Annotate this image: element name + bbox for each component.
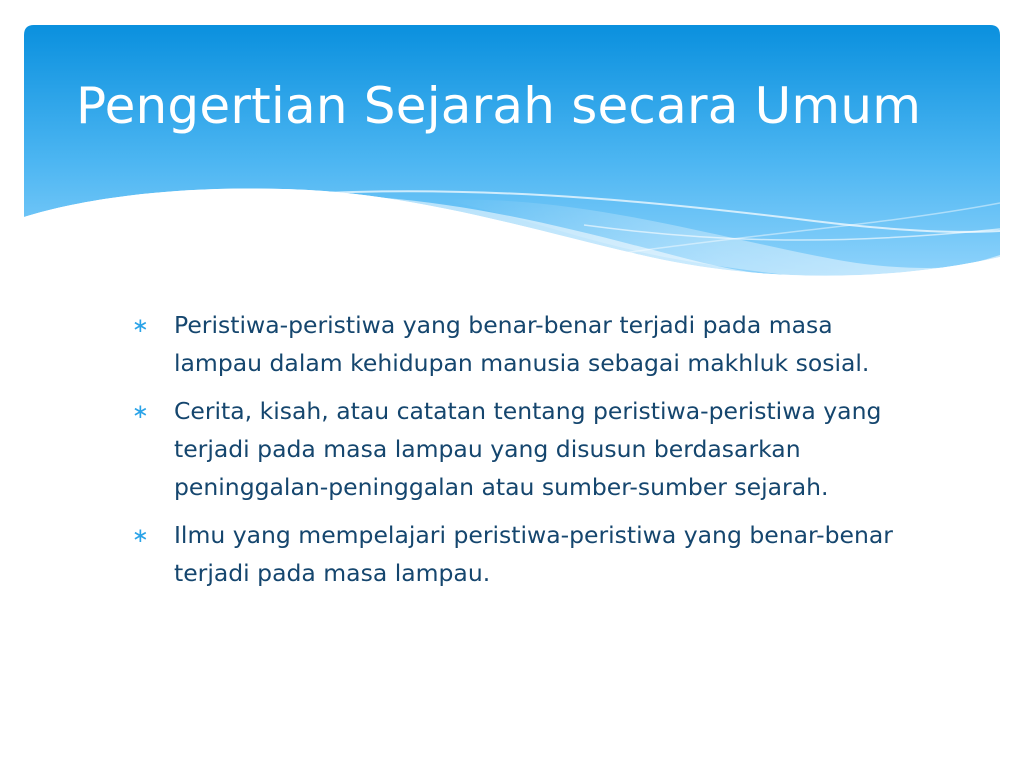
slide-title: Pengertian Sejarah secara Umum — [76, 77, 922, 135]
asterisk-bullet-icon: ∗ — [132, 399, 149, 423]
bullet-text: Ilmu yang mempelajari peristiwa-peristiwa yang benar-benar terjadi pada masa lampau. — [174, 521, 893, 587]
bullet-text: Peristiwa-peristiwa yang benar-benar terjadi pada masa lampau dalam kehidupan manusia sebagai makhluk sosial. — [174, 311, 870, 377]
asterisk-bullet-icon: ∗ — [132, 523, 149, 547]
asterisk-bullet-icon: ∗ — [132, 313, 149, 337]
list-item — [132, 516, 912, 592]
header-banner — [24, 25, 1000, 285]
wave-background — [24, 25, 1000, 285]
bullet-list — [132, 306, 912, 602]
list-item — [132, 306, 912, 382]
bullet-text: Cerita, kisah, atau catatan tentang peristiwa-peristiwa yang terjadi pada masa lampau yang disusun berdasarkan peninggalan-peninggalan atau sumber-sumber sejarah. — [174, 397, 882, 501]
list-item — [132, 392, 912, 506]
